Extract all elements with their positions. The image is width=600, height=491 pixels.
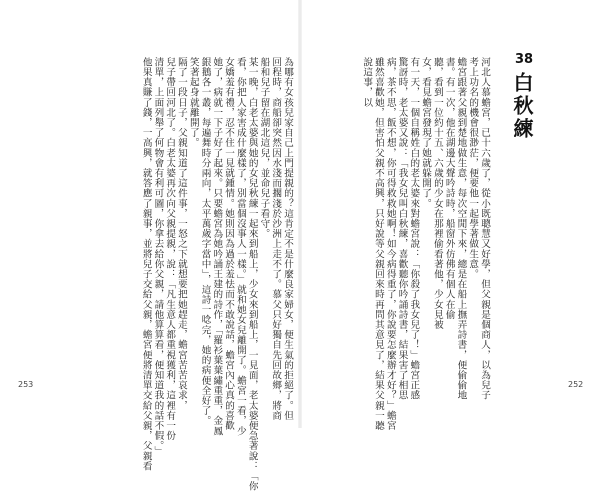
chapter-title: 白秋練 [510,72,534,141]
text-column: 病，茶不思，飯不想，你可得救救她啊！如今病得重了，你說要怎麼辦才好？」蟾宮 [384,57,396,431]
text-column: 某一晚，白老太婆與她的女兒秋練一起來到船上，少女來到船上，一見面，老太婆便急著說：「你 [246,57,258,491]
chapter-heading [500,52,540,152]
text-column: 蟾宮跟著父親到楚地做生意，每次空閒下來，總是在船上撫弄詩書，便偷偷地 [455,57,467,401]
text-column: 清單，上面列舉了何物會有利可圖，你拿去給你父親，請他算算看，便知道我的話不假。」 [152,57,164,457]
text-column: 他果真賺了錢，一高興，就答應了親事，並將兒子交給父親，蟾宮便將清單交給父親，父親看 [140,57,152,472]
left-page-number: 253 [18,380,34,389]
text-column: 雖然喜歡她，但害怕父親不高興，只好說等父親回來時再問其意見了，結果父親一聽 [372,57,384,431]
text-column: 聽，看到一位約十五、六歲的少女在那裡偷看著他，少女見被 [431,57,443,330]
right-page-text [306,57,490,431]
book-gutter [298,0,302,428]
text-column: 兒子帶回河北了。白老太婆再次向父親提親，說：「凡生意人都重視獲利，這裡有一份 [164,57,176,441]
text-column: 河北人慕蟾宮，已十六歲了，從小既聰慧又好學，但父親是個商人，以為兒子 [479,57,490,401]
text-column: 笑著起身就離開了。 [187,57,199,148]
text-column: 為哪有女孩兒家自己上門提親的？這肯定不是什麼良家婦女，便生氣的拒絕了。但 [282,57,293,421]
text-column: 書。有一次，他在湖邊大聲吟詩時，船窗外仿佛有個人在偷 [443,57,455,320]
text-column: 回程時，商船卻突然因水淺而擱淺於沙洲上走不了。慕父只好獨自先回故鄉，將商 [270,57,282,421]
text-column: 女嬌羞有禮，忍不住一見就鍾情。她則因為過於羞怯而不敢說話，蟾宮內心真的喜歡 [223,57,235,431]
text-column: 她了，病就一下子好了起來。只要蟾宮為她吟誦王建的詩作，「羅衫葉葉繡重重，金鳳 [211,57,223,436]
right-page-number: 252 [568,380,584,389]
chapter-number: 38 [514,52,534,67]
text-column: 驚訝時，老太婆又說：「我女兒叫白秋練，喜歡聽你吟誦詩書，結果害了相思 [396,57,408,401]
text-column: 隔了一段日子，父親知道了這件事，一怒之下就想要把她趕走，蟾宮苦苦哀求， [175,57,187,411]
text-column: 有一天，一個自稱姓白的老太婆來對蟾宮說：「你殺了我女兒了！」蟾宮正感 [408,57,420,401]
text-column: 船和兒子留在湖北這兒，並命兒子看守。 [258,57,270,239]
text-column: 看，你把人家害成什麼樣了，別當個沒事人一樣。」就和她女兒離開了。蟾宮一看，少 [234,57,246,436]
text-column: 說這事，以 [361,57,373,108]
text-column: 女，看見蟾宮發現了她就躲開了。 [420,57,432,209]
text-column: 考上功名的機會很渺茫，便要他一起學著做生意。 [467,57,479,280]
text-column: 銀鵝各一叢，每遍舞時分兩向，太平萬歲字當中」，這詩一唸完，她的病便全好了。 [199,57,211,426]
